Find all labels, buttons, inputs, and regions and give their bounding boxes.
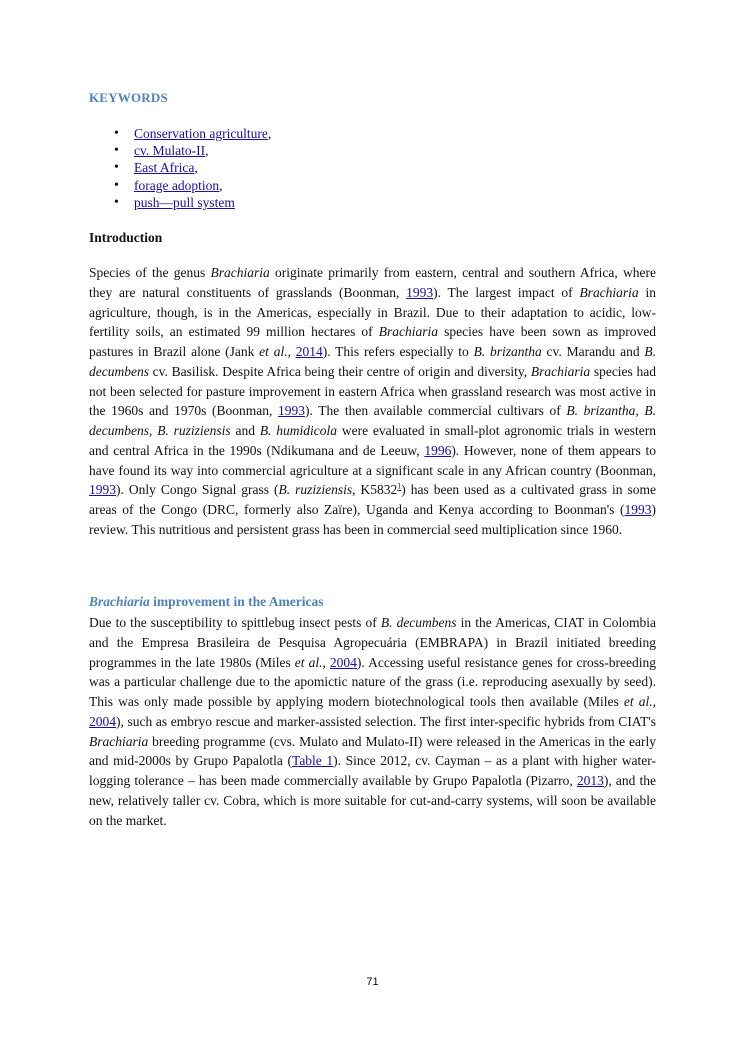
citation-link-2013[interactable]: 2013 <box>576 773 604 788</box>
keyword-separator: , <box>205 143 209 159</box>
introduction-heading: Introduction <box>89 230 163 245</box>
footnote-link[interactable]: 1 <box>397 481 402 491</box>
citation-link-1996[interactable]: 1996 <box>424 442 452 458</box>
citation-link-1993[interactable]: 1993 <box>624 502 652 517</box>
keyword-item <box>89 142 271 159</box>
keyword-item <box>89 194 271 211</box>
keyword-link-push-pull-system[interactable]: push—pull system <box>134 194 235 210</box>
citation-link-1993[interactable]: 1993 <box>406 284 434 300</box>
citation-link-1993[interactable]: 1993 <box>89 482 116 498</box>
keyword-link-mulato-ii[interactable]: cv. Mulato-II <box>134 143 206 159</box>
keyword-link-east-africa[interactable]: East Africa <box>134 160 195 176</box>
keyword-separator: , <box>194 160 198 176</box>
keywords-list <box>89 125 271 211</box>
table-1-link[interactable]: Table 1 <box>292 753 334 769</box>
keyword-separator: , <box>219 177 223 193</box>
citation-link-2004[interactable]: 2004 <box>329 654 357 670</box>
keywords-heading: KEYWORDS <box>89 90 168 105</box>
section-heading-americas: Brachiaria improvement in the Americas <box>89 594 324 609</box>
keyword-link-forage-adoption[interactable]: forage adoption <box>134 177 220 193</box>
page-number: 71 <box>366 976 379 988</box>
introduction-paragraph: Species of the genus Brachiaria originate primarily from eastern, central and southern Africa, where they are natural constituents of grasslands (Boonman, 1993). The largest impact of Brachiaria in agriculture, though, is in the Americas, especially in Brazil. Due to their adaptation to acidic, low-fertility soils, an estimated 99 million hectares of Brachiaria species have been sown as improved pastures in Brazil alone (Jank et al., 2014). This refers especially to B. brizantha cv. Marandu and B. decumbens cv. Basilisk. Despite Africa being their centre of origin and diversity, Brachiaria species had not been selected for pasture improvement in eastern Africa when grassland research was most active in the 1960s and 1970s (Boonman, 1993). The then available commercial cultivars of B. brizantha, B. decumbens, B. ruziziensis and B. humidicola were evaluated in small-plot agronomic trials in western and central Africa in the 1990s (Ndikumana and de Leeuw, 1996). However, none of them appears to have found its way into commercial agriculture at a significant scale in any African country (Boonman, 1993). Only Congo Signal grass (B. ruziziensis, K5832$^1$) has been used as a cultivated grass in some areas of the Congo (DRC, formerly also Zaïre), Uganda and Kenya according to Boonman's (1993) review. This nutritious and persistent grass has been in commercial seed multiplication since 1960. <box>89 265 657 537</box>
keyword-separator: , <box>267 126 272 141</box>
keyword-item <box>89 177 271 194</box>
keyword-item <box>89 125 271 142</box>
citation-link-1993[interactable]: 1993 <box>277 403 305 419</box>
americas-paragraph: Due to the susceptibility to spittlebug insect pests of B. decumbens in the Americas, CIAT in Colombia and the Empresa Brasileira de Pesquisa Agropecuária (EMBRAPA) in Brazil initiated breeding programmes in the late 1980s (Miles et al., 2004). Accessing useful resistance genes for cross-breeding was a particular challenge due to the apomictic nature of the grass (i.e. reproducing asexually by seed). This was only made possible by applying modern biotechnological tools then available (Miles et al., 2004), such as embryo rescue and marker-assisted selection. The first inter-specific hybrids from CIAT's Brachiaria breeding programme (cvs. Mulato and Mulato-II) were released in the Americas in the early and mid-2000s by Grupo Papalotla (Table 1). Since 2012, cv. Cayman – as a plant with higher water-logging tolerance – has been made commercially available by Grupo Papalotla (Pizarro, 2013), and the new, relatively taller cv. Cobra, which is more suitable for cut-and-carry systems, will soon be available on the market. <box>89 615 657 828</box>
citation-link-2004[interactable]: 2004 <box>89 713 116 729</box>
keyword-link-conservation-agriculture[interactable]: Conservation agriculture <box>134 126 268 141</box>
keyword-item <box>89 159 271 176</box>
citation-link-2014[interactable]: 2014 <box>295 344 323 359</box>
